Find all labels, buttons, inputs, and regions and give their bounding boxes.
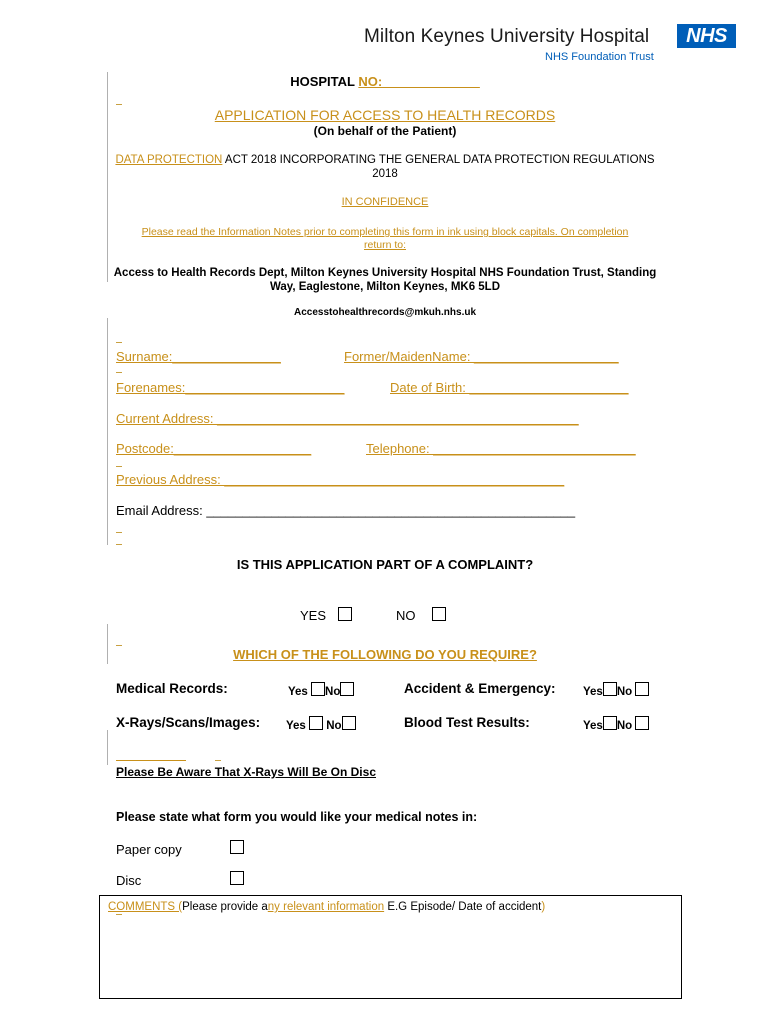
xray-disc-notice: Please Be Aware That X-Rays Will Be On Disc [116, 765, 376, 779]
no-label: No [325, 686, 341, 698]
yes-label: Yes [286, 720, 306, 732]
form-title: APPLICATION FOR ACCESS TO HEALTH RECORDS [214, 107, 556, 123]
nhs-logo: NHS [677, 24, 736, 48]
hospital-number [100, 74, 670, 89]
data-protection-heading [115, 153, 655, 181]
complaint-yes-checkbox[interactable] [338, 607, 352, 621]
margin-tick [116, 466, 122, 467]
data-protection-link[interactable]: DATA PROTECTION [115, 154, 223, 166]
current-address-field[interactable]: Current Address: __________________________________________________ [116, 411, 579, 426]
hospital-name: Milton Keynes University Hospital [364, 26, 650, 47]
email-address-field[interactable]: Email Address: ___________________________________________________ [116, 503, 576, 518]
comments-label [108, 901, 545, 913]
blood-test-no-checkbox[interactable] [635, 716, 649, 730]
margin-tick [215, 760, 221, 761]
margin-tick [116, 645, 122, 646]
comments-text-2: E.G Episode/ Date of accident [384, 901, 542, 913]
accident-emergency-options [583, 682, 649, 698]
margin-line [107, 730, 108, 765]
blood-test-yes-checkbox[interactable] [603, 716, 617, 730]
comments-heading: COMMENTS ( [108, 901, 183, 913]
medical-records-yes-checkbox[interactable] [311, 682, 325, 696]
postcode-field[interactable]: Postcode:___________________ [116, 441, 312, 456]
medical-records-options [288, 682, 354, 698]
margin-line [107, 72, 108, 282]
yes-label: Yes [583, 686, 603, 698]
accident-emergency-label: Accident & Emergency: [404, 681, 556, 696]
paper-copy-checkbox[interactable] [230, 840, 244, 854]
telephone-field[interactable]: Telephone: ____________________________ [366, 441, 636, 456]
xrays-no-checkbox[interactable] [342, 716, 356, 730]
accident-emergency-no-checkbox[interactable] [635, 682, 649, 696]
xrays-yes-checkbox[interactable] [309, 716, 323, 730]
maiden-name-field[interactable]: Former/MaidenName: ____________________ [344, 349, 619, 364]
yes-label: Yes [583, 720, 603, 732]
surname-field[interactable]: Surname:_______________ [116, 349, 281, 364]
margin-tick [116, 104, 122, 105]
no-label: No [616, 720, 633, 732]
trust-name: NHS Foundation Trust [545, 51, 654, 63]
medical-records-label: Medical Records: [116, 681, 228, 696]
dob-field[interactable]: Date of Birth: ______________________ [390, 380, 629, 395]
data-protection-text: ACT 2018 INCORPORATING THE GENERAL DATA PROTECTION REGULATIONS 2018 [222, 154, 655, 180]
xrays-label: X-Rays/Scans/Images: [116, 715, 261, 730]
complaint-yes-label: YES [300, 608, 327, 623]
no-label: No [616, 686, 633, 698]
accident-emergency-yes-checkbox[interactable] [603, 682, 617, 696]
return-email: Accesstohealthrecords@mkuh.nhs.uk [293, 307, 477, 318]
return-address: Access to Health Records Dept, Milton Keynes University Hospital NHS Foundation Trust, Standing Way, Eaglestone, Milton Keynes, MK6 5LD [113, 267, 657, 293]
comments-link[interactable]: ny relevant information [267, 901, 385, 913]
margin-tick [116, 342, 122, 343]
complaint-no-checkbox[interactable] [432, 607, 446, 621]
blood-test-options [583, 716, 649, 732]
require-question: WHICH OF THE FOLLOWING DO YOU REQUIRE? [233, 647, 537, 662]
margin-tick [116, 532, 122, 533]
previous-address-field[interactable]: Previous Address: _______________________________________________ [116, 472, 565, 487]
blood-test-label: Blood Test Results: [404, 715, 530, 730]
notes-form-question: Please state what form you would like your medical notes in: [116, 810, 478, 824]
hospital-number-field[interactable]: NO: _____________ [358, 74, 480, 89]
form-subtitle: (On behalf of the Patient) [313, 124, 457, 138]
yes-label: Yes [288, 686, 308, 698]
comments-text: Please provide a [182, 901, 268, 913]
disc-label: Disc [116, 873, 142, 888]
xrays-options [286, 716, 356, 732]
medical-records-no-checkbox[interactable] [340, 682, 354, 696]
paper-copy-label: Paper copy [116, 842, 182, 857]
hospital-number-label: HOSPITAL [290, 74, 355, 89]
no-label: No [326, 720, 342, 732]
forenames-field[interactable]: Forenames:______________________ [116, 380, 345, 395]
disc-checkbox[interactable] [230, 871, 244, 885]
comments-close: ) [541, 901, 546, 913]
complaint-no-label: NO [396, 608, 416, 623]
in-confidence: IN CONFIDENCE [341, 196, 429, 208]
gold-rule [116, 760, 186, 761]
instructions-note: Please read the Information Notes prior to completing this form in ink using block capitals. On completion return to: [141, 226, 629, 251]
margin-line [107, 318, 108, 545]
margin-tick [116, 544, 122, 545]
complaint-question: IS THIS APPLICATION PART OF A COMPLAINT? [236, 557, 534, 572]
margin-tick [116, 372, 122, 373]
margin-tick [116, 914, 122, 915]
